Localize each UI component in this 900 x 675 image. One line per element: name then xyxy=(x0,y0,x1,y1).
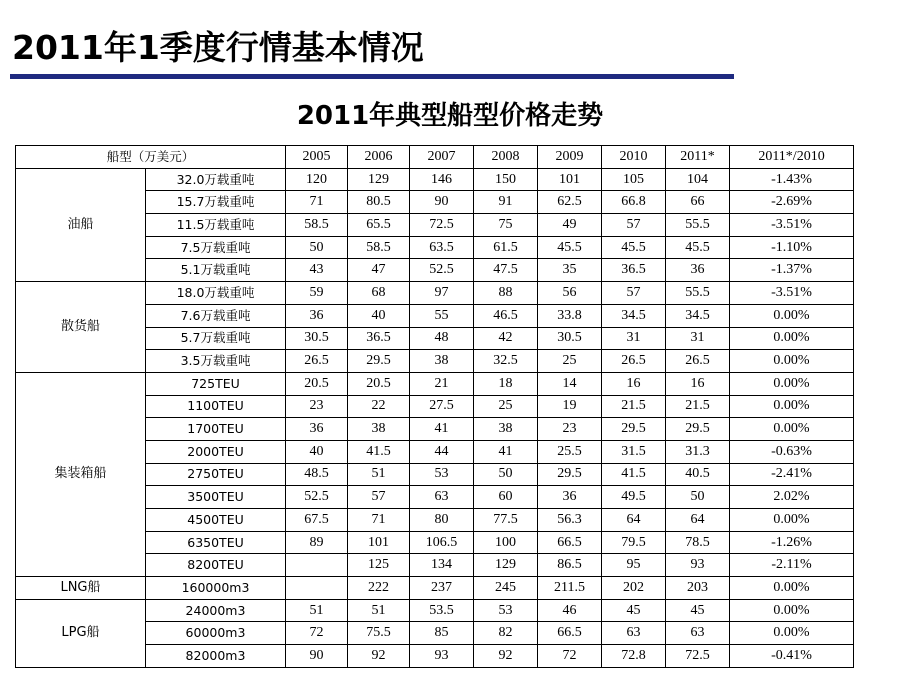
ship-spec-cell: 725TEU xyxy=(146,372,286,395)
change-cell: -3.51% xyxy=(730,214,854,237)
price-cell: 55 xyxy=(410,304,474,327)
price-cell: 93 xyxy=(410,645,474,668)
price-cell: 50 xyxy=(666,486,730,509)
price-cell: 63 xyxy=(410,486,474,509)
ship-spec-cell: 60000m3 xyxy=(146,622,286,645)
price-cell: 32.5 xyxy=(474,350,538,373)
price-cell: 57 xyxy=(602,214,666,237)
price-cell: 245 xyxy=(474,577,538,600)
table-row xyxy=(16,168,854,191)
price-cell: 43 xyxy=(286,259,348,282)
table-title: 2011年典型船型价格走势 xyxy=(296,101,604,131)
price-cell: 72.8 xyxy=(602,645,666,668)
price-cell: 66.5 xyxy=(538,622,602,645)
price-cell: 95 xyxy=(602,554,666,577)
ship-spec-cell: 2750TEU xyxy=(146,463,286,486)
ship-category-cell: 油船 xyxy=(16,168,146,281)
price-cell: 51 xyxy=(348,599,410,622)
price-cell: 59 xyxy=(286,282,348,305)
price-cell: 68 xyxy=(348,282,410,305)
price-cell: 92 xyxy=(348,645,410,668)
price-cell: 66.5 xyxy=(538,531,602,554)
price-cell: 63 xyxy=(602,622,666,645)
price-cell: 38 xyxy=(410,350,474,373)
price-cell: 29.5 xyxy=(602,418,666,441)
change-cell: 0.00% xyxy=(730,327,854,350)
price-cell: 53 xyxy=(474,599,538,622)
ship-spec-cell: 160000m3 xyxy=(146,577,286,600)
price-cell: 27.5 xyxy=(410,395,474,418)
price-cell: 89 xyxy=(286,531,348,554)
price-cell: 75 xyxy=(474,214,538,237)
change-cell: 0.00% xyxy=(730,395,854,418)
price-cell: 26.5 xyxy=(666,350,730,373)
price-cell: 38 xyxy=(348,418,410,441)
price-cell: 18 xyxy=(474,372,538,395)
price-cell: 82 xyxy=(474,622,538,645)
price-cell: 40 xyxy=(286,440,348,463)
ship-spec-cell: 6350TEU xyxy=(146,531,286,554)
price-cell: 57 xyxy=(348,486,410,509)
ship-spec-cell: 5.1万载重吨 xyxy=(146,259,286,282)
price-cell: 36 xyxy=(538,486,602,509)
ship-category-cell: 集装箱船 xyxy=(16,372,146,576)
page-title: 2011年1季度行情基本情况 xyxy=(12,28,424,67)
table-row xyxy=(16,282,854,305)
change-cell: 0.00% xyxy=(730,372,854,395)
change-cell: -2.41% xyxy=(730,463,854,486)
price-cell: 85 xyxy=(410,622,474,645)
price-cell: 60 xyxy=(474,486,538,509)
price-cell: 101 xyxy=(538,168,602,191)
price-cell: 31.5 xyxy=(602,440,666,463)
price-cell xyxy=(286,554,348,577)
ship-spec-cell: 82000m3 xyxy=(146,645,286,668)
price-cell: 97 xyxy=(410,282,474,305)
price-cell: 106.5 xyxy=(410,531,474,554)
price-cell: 55.5 xyxy=(666,214,730,237)
price-cell: 45.5 xyxy=(666,236,730,259)
price-cell: 67.5 xyxy=(286,509,348,532)
price-cell: 46 xyxy=(538,599,602,622)
price-cell: 19 xyxy=(538,395,602,418)
price-cell: 105 xyxy=(602,168,666,191)
price-cell: 72 xyxy=(286,622,348,645)
table-row xyxy=(16,599,854,622)
price-cell: 52.5 xyxy=(286,486,348,509)
price-cell: 45.5 xyxy=(538,236,602,259)
change-cell: 0.00% xyxy=(730,509,854,532)
ship-spec-cell: 8200TEU xyxy=(146,554,286,577)
price-cell: 36.5 xyxy=(348,327,410,350)
price-cell: 40 xyxy=(348,304,410,327)
ship-spec-cell: 4500TEU xyxy=(146,509,286,532)
ship-spec-cell: 7.5万载重吨 xyxy=(146,236,286,259)
price-cell: 26.5 xyxy=(286,350,348,373)
change-cell: 0.00% xyxy=(730,577,854,600)
price-cell: 222 xyxy=(348,577,410,600)
ship-spec-cell: 5.7万载重吨 xyxy=(146,327,286,350)
price-cell: 72.5 xyxy=(410,214,474,237)
ship-spec-cell: 24000m3 xyxy=(146,599,286,622)
price-cell: 48 xyxy=(410,327,474,350)
change-cell: 0.00% xyxy=(730,622,854,645)
table-row xyxy=(16,372,854,395)
price-cell: 203 xyxy=(666,577,730,600)
price-cell: 52.5 xyxy=(410,259,474,282)
price-cell: 16 xyxy=(666,372,730,395)
price-cell: 51 xyxy=(348,463,410,486)
price-cell: 31.3 xyxy=(666,440,730,463)
price-cell: 58.5 xyxy=(348,236,410,259)
price-cell: 35 xyxy=(538,259,602,282)
price-cell: 90 xyxy=(286,645,348,668)
price-cell: 64 xyxy=(666,509,730,532)
price-cell: 41 xyxy=(410,418,474,441)
ship-spec-cell: 3500TEU xyxy=(146,486,286,509)
price-cell: 20.5 xyxy=(286,372,348,395)
header-year: 2010 xyxy=(602,146,666,169)
price-cell: 20.5 xyxy=(348,372,410,395)
header-ship-type: 船型（万美元） xyxy=(16,146,286,169)
price-cell: 125 xyxy=(348,554,410,577)
price-cell: 36 xyxy=(286,304,348,327)
change-cell: -0.63% xyxy=(730,440,854,463)
price-cell: 79.5 xyxy=(602,531,666,554)
change-cell: -3.51% xyxy=(730,282,854,305)
price-cell: 75.5 xyxy=(348,622,410,645)
change-cell: -2.11% xyxy=(730,554,854,577)
ship-price-table xyxy=(15,145,854,668)
price-cell: 16 xyxy=(602,372,666,395)
change-cell: 2.02% xyxy=(730,486,854,509)
price-cell: 34.5 xyxy=(602,304,666,327)
price-cell: 53 xyxy=(410,463,474,486)
price-cell: 47 xyxy=(348,259,410,282)
header-year: 2007 xyxy=(410,146,474,169)
header-year: 2009 xyxy=(538,146,602,169)
price-cell: 34.5 xyxy=(666,304,730,327)
price-cell: 50 xyxy=(474,463,538,486)
price-cell: 66 xyxy=(666,191,730,214)
table-header-row xyxy=(16,146,854,169)
change-cell: -1.43% xyxy=(730,168,854,191)
ship-spec-cell: 2000TEU xyxy=(146,440,286,463)
title-divider xyxy=(10,74,734,79)
price-cell: 237 xyxy=(410,577,474,600)
price-cell: 49.5 xyxy=(602,486,666,509)
price-cell: 211.5 xyxy=(538,577,602,600)
price-cell: 31 xyxy=(602,327,666,350)
price-cell: 92 xyxy=(474,645,538,668)
price-cell: 23 xyxy=(286,395,348,418)
price-cell: 86.5 xyxy=(538,554,602,577)
price-cell: 21.5 xyxy=(666,395,730,418)
price-cell xyxy=(286,577,348,600)
price-cell: 22 xyxy=(348,395,410,418)
price-cell: 80.5 xyxy=(348,191,410,214)
price-cell: 25 xyxy=(538,350,602,373)
price-cell: 77.5 xyxy=(474,509,538,532)
price-cell: 45 xyxy=(602,599,666,622)
ship-spec-cell: 15.7万载重吨 xyxy=(146,191,286,214)
price-cell: 56 xyxy=(538,282,602,305)
price-cell: 51 xyxy=(286,599,348,622)
price-cell: 45.5 xyxy=(602,236,666,259)
header-change: 2011*/2010 xyxy=(730,146,854,169)
price-cell: 50 xyxy=(286,236,348,259)
price-cell: 66.8 xyxy=(602,191,666,214)
price-cell: 63.5 xyxy=(410,236,474,259)
ship-spec-cell: 1700TEU xyxy=(146,418,286,441)
price-cell: 72.5 xyxy=(666,645,730,668)
price-cell: 42 xyxy=(474,327,538,350)
price-cell: 21.5 xyxy=(602,395,666,418)
ship-spec-cell: 11.5万载重吨 xyxy=(146,214,286,237)
price-cell: 46.5 xyxy=(474,304,538,327)
price-cell: 72 xyxy=(538,645,602,668)
ship-category-cell: 散货船 xyxy=(16,282,146,373)
price-cell: 25.5 xyxy=(538,440,602,463)
ship-spec-cell: 1100TEU xyxy=(146,395,286,418)
price-cell: 61.5 xyxy=(474,236,538,259)
price-cell: 100 xyxy=(474,531,538,554)
header-year: 2008 xyxy=(474,146,538,169)
change-cell: -1.10% xyxy=(730,236,854,259)
price-cell: 64 xyxy=(602,509,666,532)
price-cell: 129 xyxy=(348,168,410,191)
price-cell: 47.5 xyxy=(474,259,538,282)
price-cell: 150 xyxy=(474,168,538,191)
price-cell: 57 xyxy=(602,282,666,305)
change-cell: -0.41% xyxy=(730,645,854,668)
change-cell: 0.00% xyxy=(730,599,854,622)
ship-spec-cell: 32.0万载重吨 xyxy=(146,168,286,191)
ship-spec-cell: 3.5万载重吨 xyxy=(146,350,286,373)
price-cell: 90 xyxy=(410,191,474,214)
price-cell: 93 xyxy=(666,554,730,577)
price-cell: 29.5 xyxy=(348,350,410,373)
price-cell: 78.5 xyxy=(666,531,730,554)
change-cell: 0.00% xyxy=(730,350,854,373)
ship-category-cell: LNG船 xyxy=(16,577,146,600)
ship-spec-cell: 18.0万载重吨 xyxy=(146,282,286,305)
change-cell: 0.00% xyxy=(730,418,854,441)
price-cell: 38 xyxy=(474,418,538,441)
price-cell: 71 xyxy=(348,509,410,532)
price-cell: 30.5 xyxy=(286,327,348,350)
header-year: 2006 xyxy=(348,146,410,169)
price-cell: 26.5 xyxy=(602,350,666,373)
price-cell: 29.5 xyxy=(666,418,730,441)
price-cell: 58.5 xyxy=(286,214,348,237)
price-cell: 48.5 xyxy=(286,463,348,486)
price-cell: 36.5 xyxy=(602,259,666,282)
table-body xyxy=(16,168,854,667)
price-cell: 104 xyxy=(666,168,730,191)
change-cell: -2.69% xyxy=(730,191,854,214)
ship-category-cell: LPG船 xyxy=(16,599,146,667)
price-cell: 134 xyxy=(410,554,474,577)
price-cell: 80 xyxy=(410,509,474,532)
price-cell: 33.8 xyxy=(538,304,602,327)
price-cell: 65.5 xyxy=(348,214,410,237)
price-cell: 56.3 xyxy=(538,509,602,532)
price-cell: 49 xyxy=(538,214,602,237)
price-cell: 88 xyxy=(474,282,538,305)
change-cell: 0.00% xyxy=(730,304,854,327)
price-cell: 146 xyxy=(410,168,474,191)
price-cell: 53.5 xyxy=(410,599,474,622)
price-cell: 29.5 xyxy=(538,463,602,486)
table-row xyxy=(16,577,854,600)
change-cell: -1.37% xyxy=(730,259,854,282)
price-cell: 55.5 xyxy=(666,282,730,305)
price-cell: 120 xyxy=(286,168,348,191)
header-year: 2005 xyxy=(286,146,348,169)
price-cell: 41.5 xyxy=(348,440,410,463)
price-cell: 101 xyxy=(348,531,410,554)
header-year: 2011* xyxy=(666,146,730,169)
price-cell: 45 xyxy=(666,599,730,622)
price-cell: 25 xyxy=(474,395,538,418)
price-cell: 40.5 xyxy=(666,463,730,486)
change-cell: -1.26% xyxy=(730,531,854,554)
price-cell: 41.5 xyxy=(602,463,666,486)
price-cell: 44 xyxy=(410,440,474,463)
price-cell: 129 xyxy=(474,554,538,577)
price-cell: 21 xyxy=(410,372,474,395)
price-cell: 31 xyxy=(666,327,730,350)
price-cell: 41 xyxy=(474,440,538,463)
price-cell: 30.5 xyxy=(538,327,602,350)
ship-spec-cell: 7.6万载重吨 xyxy=(146,304,286,327)
price-cell: 202 xyxy=(602,577,666,600)
price-cell: 71 xyxy=(286,191,348,214)
price-cell: 36 xyxy=(666,259,730,282)
price-cell: 23 xyxy=(538,418,602,441)
price-cell: 36 xyxy=(286,418,348,441)
price-cell: 63 xyxy=(666,622,730,645)
price-cell: 62.5 xyxy=(538,191,602,214)
price-cell: 91 xyxy=(474,191,538,214)
price-cell: 14 xyxy=(538,372,602,395)
